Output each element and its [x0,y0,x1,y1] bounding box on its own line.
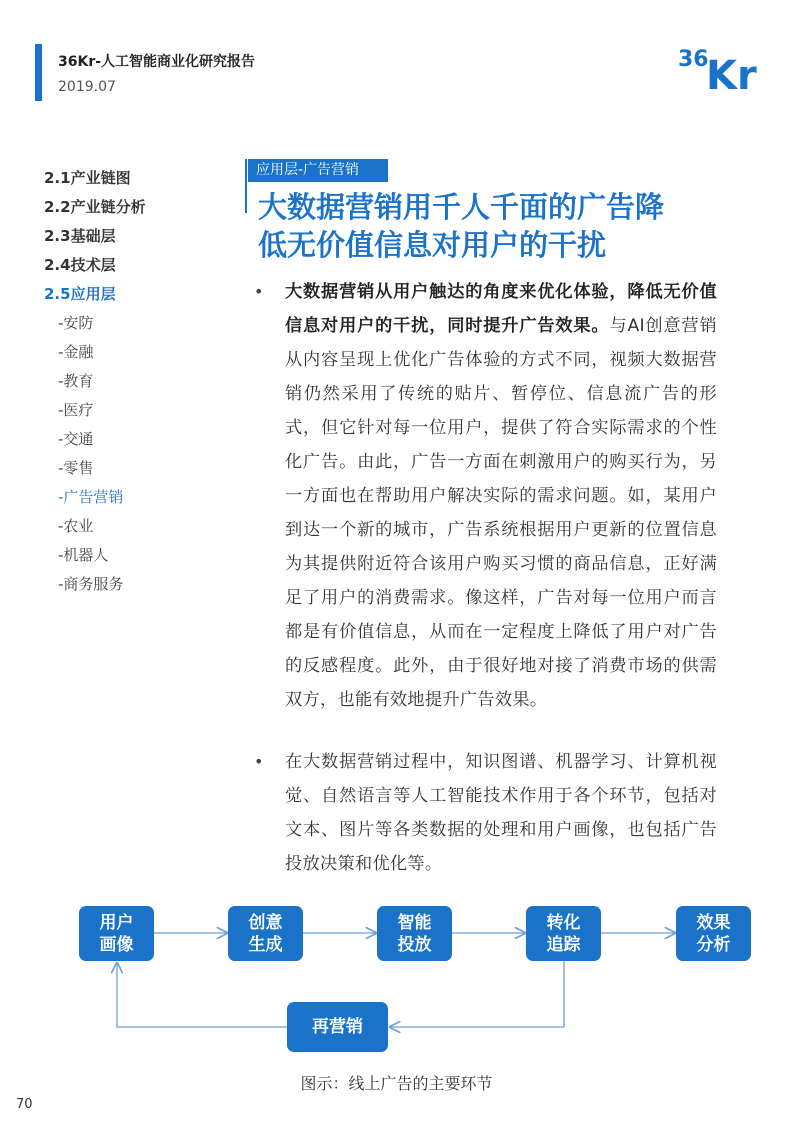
svg-text:Kr: Kr [706,53,757,92]
table-of-contents [44,164,244,599]
bullet-1-marker: • [254,282,264,301]
toc-sub-retail[interactable]: -零售 [58,459,94,477]
toc-item-2-1[interactable]: 2.1产业链图 [44,169,131,187]
toc-item-2-2[interactable]: 2.2产业链分析 [44,198,146,216]
node-effect-label: 效果分析 [696,912,731,955]
toc-item-2-5[interactable]: 2.5应用层 [44,285,116,303]
bullet-1-bold-lead: 大数据营销从用户触达的角度来优化体验，降低无价值信息对用户的干扰，同时提升广告效果。 [285,282,717,336]
arrow-conversion-to-remarketing [390,961,564,1027]
toc-sub-agriculture[interactable]: -农业 [58,517,94,535]
node-creative-label: 创意生成 [248,912,283,955]
headline-line-1: 大数据营销用千人千面的广告降 [258,190,665,224]
node-smart-delivery [377,906,452,961]
arrow-remarketing-to-profile [117,963,287,1027]
toc-item-2-3[interactable]: 2.3基础层 [44,227,116,245]
node-remarketing [287,1002,388,1052]
bullet-1-body: 与AI创意营销从内容呈现上优化广告体验的方式不同，视频大数据营销仍然采用了传统的贴片、暂停位、信息流广告的形式，但它针对每一位用户，提供了符合实际需求的个性化广告。由此，广告一方面在刺激用户的购买行为，另一方面也在帮助用户解决实际的需求问题。如，某用户到达一个新的城市，广告系统根据用户更新的位置信息为其提供附近符合该用户购买习惯的商品信息，正好满足了用户的消费需求。像这样，广告对每一位用户而言都是有价值信息，从而在一定程度上降低了用户对广告的反感程度。此外，由于很好地对接了消费市场的供需双方，也能有效地提升广告效果。 [285,316,717,710]
bullet-2-marker: • [254,752,264,771]
node-user-profile-label: 用户画像 [99,912,134,955]
toc-sub-robot[interactable]: -机器人 [58,546,109,564]
toc-sub-business-service[interactable]: -商务服务 [58,575,124,593]
node-smart-delivery-label: 智能投放 [397,912,432,955]
headline-line-2: 低无价值信息对用户的干扰 [258,228,607,262]
report-title: 36Kr-人工智能商业化研究报告 [58,54,256,70]
toc-sub-transport[interactable]: -交通 [58,430,94,448]
node-conversion-label: 转化追踪 [546,912,581,955]
section-tag: 应用层-广告营销 [248,159,388,182]
bullet-2-paragraph: 在大数据营销过程中，知识图谱、机器学习、计算机视觉、自然语言等人工智能技术作用于各个环节，包括对文本、图片等各类数据的处理和用户画像，也包括广告投放决策和优化等。 [285,752,717,874]
node-conversion-tracking [526,906,601,961]
toc-sub-finance[interactable]: -金融 [58,343,94,361]
report-date: 2019.07 [58,79,116,95]
node-effect-analysis [676,906,751,961]
node-remarketing-label: 再营销 [312,1017,363,1037]
page-headline [258,188,738,264]
node-creative-generation [228,906,303,961]
toc-sub-medical[interactable]: -医疗 [58,401,94,419]
node-user-profile [79,906,154,961]
36kr-logo [676,42,768,92]
toc-sub-education[interactable]: -教育 [58,372,94,390]
toc-item-2-4[interactable]: 2.4技术层 [44,256,116,274]
figure-caption: 图示：线上广告的主要环节 [300,1074,493,1093]
toc-sub-advertising[interactable]: -广告营销 [58,488,124,506]
svg-text:36: 36 [678,47,709,72]
page-number: 70 [16,1097,33,1112]
header-accent-bar [35,44,42,101]
bullet-1-paragraph [285,275,717,717]
section-tag-line [245,159,247,213]
toc-sub-security[interactable]: -安防 [58,314,94,332]
